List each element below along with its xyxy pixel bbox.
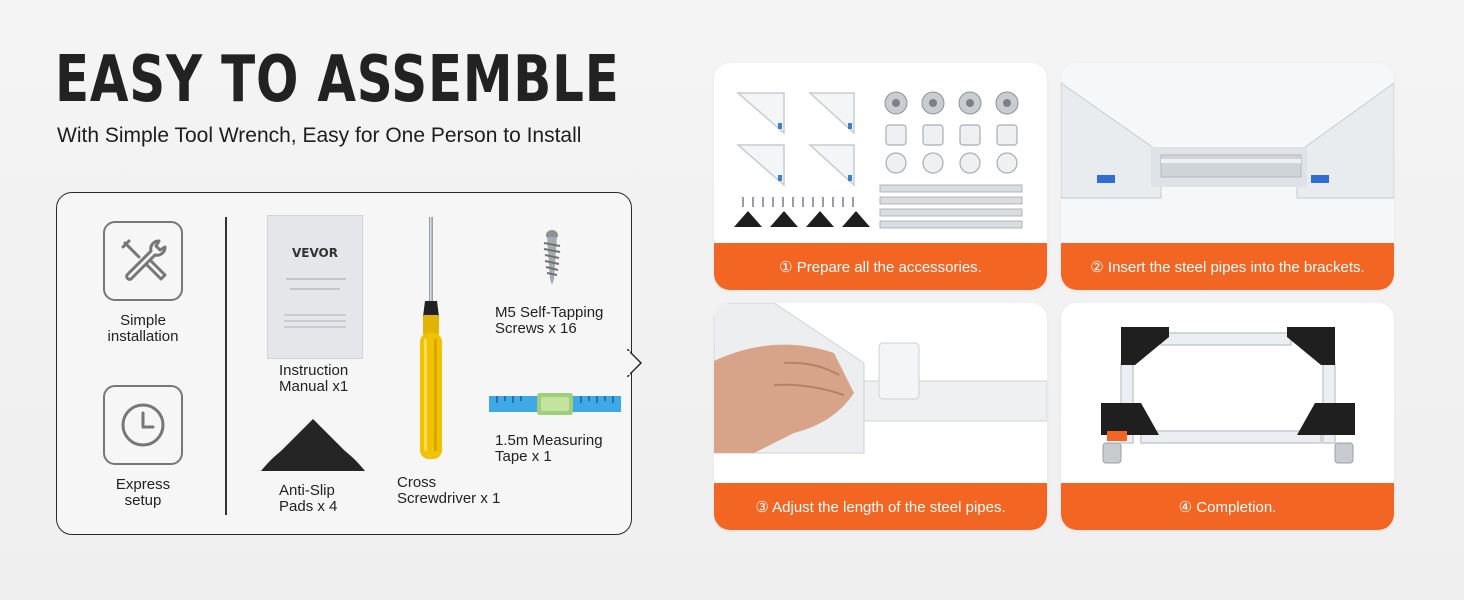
screwdriver-label (397, 475, 500, 507)
tape-label-line1: 1.5m Measuring (495, 432, 603, 449)
screwdriver-label-line1: Cross (397, 474, 437, 491)
step-caption: ③ Adjust the length of the steel pipes. (714, 483, 1047, 530)
page-subtitle: With Simple Tool Wrench, Easy for One Person to Install (57, 124, 582, 147)
step-caption: ① Prepare all the accessories. (714, 243, 1047, 290)
screws-label (495, 305, 603, 337)
screws-label-line1: M5 Self-Tapping (495, 304, 604, 321)
tape-label-line2: Tape x 1 (495, 448, 552, 465)
manual-label-line1: Instruction (279, 362, 349, 379)
screws-label-line2: Screws x 16 (495, 320, 577, 337)
pads-label-line1: Anti-Slip (279, 482, 335, 499)
feature-simple-installation (83, 221, 203, 345)
feature-label-line2: installation (107, 328, 179, 345)
step-panel-4 (1061, 303, 1394, 530)
page-title: EASY TO ASSEMBLE (55, 43, 620, 117)
pads-label-line2: Pads x 4 (279, 498, 338, 515)
screwdriver-label-line2: Screwdriver x 1 (397, 490, 501, 507)
pads-label (279, 483, 337, 515)
feature-express-setup (83, 385, 203, 509)
manual-brand: VEVOR (292, 246, 339, 260)
step-panel-2 (1061, 63, 1394, 290)
step-caption: ④ Completion. (1061, 483, 1394, 530)
manual-label (279, 363, 348, 395)
tools-icon (103, 221, 183, 301)
measuring-tape-image (489, 393, 621, 417)
manual-label-line2: Manual x1 (279, 378, 349, 395)
step-panel-1 (714, 63, 1047, 290)
accessories-layout-image (714, 63, 1047, 243)
tape-label (495, 433, 603, 465)
accessories-card (56, 192, 632, 535)
divider (225, 217, 227, 515)
screw-image (539, 229, 565, 285)
insert-pipes-image (1061, 63, 1394, 243)
clock-icon (103, 385, 183, 465)
completed-stand-image (1061, 303, 1394, 483)
adjust-pipes-image (714, 303, 1047, 483)
screwdriver-image (413, 217, 449, 467)
step-caption: ② Insert the steel pipes into the brackets. (1061, 243, 1394, 290)
anti-slip-pad-image (257, 415, 369, 475)
feature-label-line2: setup (124, 492, 162, 509)
card-pointer (627, 349, 643, 377)
instruction-manual-image (267, 215, 363, 359)
step-panel-3 (714, 303, 1047, 530)
feature-label-line1: Simple (120, 312, 166, 329)
feature-label-line1: Express (115, 476, 171, 493)
